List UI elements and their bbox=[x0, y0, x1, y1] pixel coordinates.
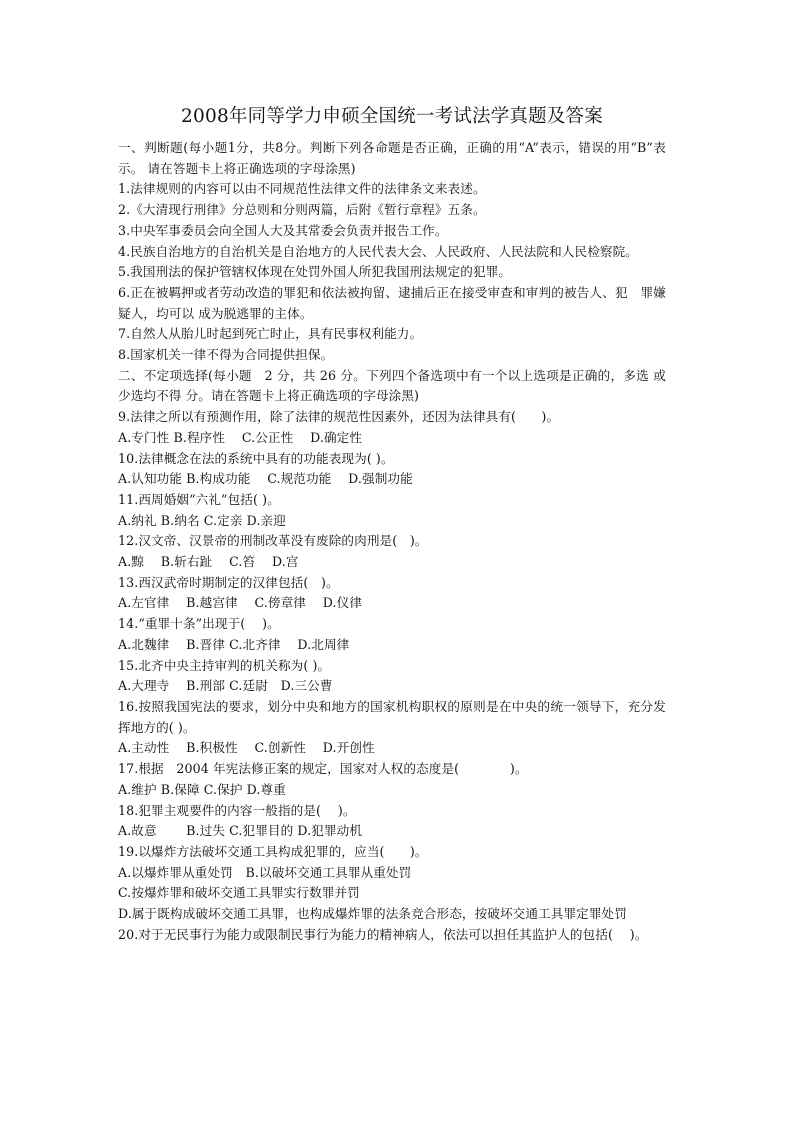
question-4: 4.民族自治地方的自治机关是自治地方的人民代表大会、人民政府、人民法院和人民检察院。 bbox=[118, 243, 638, 259]
question-12-options: A.黥 B.斩右趾 C.笞 D.宫 bbox=[118, 554, 299, 570]
question-15-options: A.大理寺 B.刑部 C.廷尉 D.三公曹 bbox=[118, 678, 333, 694]
question-12: 12.汉文帝、汉景帝的刑制改革没有废除的肉刑是( )。 bbox=[118, 533, 428, 549]
question-17-options: A.维护 B.保障 C.保护 D.尊重 bbox=[118, 781, 286, 797]
question-18: 18.犯罪主观要件的内容一般指的是( )。 bbox=[118, 802, 356, 818]
question-5: 5.我国刑法的保护管辖权体现在处罚外国人所犯我国刑法规定的犯罪。 bbox=[118, 264, 512, 280]
question-20: 20.对于无民事行为能力或限制民事行为能力的精神病人，依法可以担任其监护人的包括( )。 bbox=[118, 926, 648, 942]
question-9-options: A.专门性 B.程序性 C.公正性 D.确定性 bbox=[118, 429, 363, 445]
question-13-options: A.左官律 B.越宫律 C.傍章律 D.仪律 bbox=[118, 595, 363, 611]
question-14: 14.“重罪十条”出现于( )。 bbox=[118, 616, 280, 632]
question-18-options: A.故意 B.过失 C.犯罪目的 D.犯罪动机 bbox=[118, 823, 363, 839]
question-11: 11.西周婚姻“六礼”包括( )。 bbox=[118, 491, 280, 507]
document-page bbox=[118, 104, 666, 945]
question-1: 1.法律规则的内容可以由不同规范性法律文件的法律条文来表述。 bbox=[118, 181, 486, 197]
question-19-option-ab: A.以爆炸罪从重处罚 B.以破坏交通工具罪从重处罚 bbox=[118, 864, 412, 880]
section-1-heading: 一、判断题(每小题1分，共8分。判断下列各命题是否正确，正确的用“A”表示，错误的用“B”表示。 请在答题卡上将正确选项的字母涂黑) bbox=[118, 140, 666, 176]
question-19-option-c: C.按爆炸罪和破坏交通工具罪实行数罪并罚 bbox=[118, 885, 360, 901]
question-7: 7.自然人从胎儿时起到死亡时止，具有民事权利能力。 bbox=[118, 326, 423, 342]
question-8: 8.国家机关一律不得为合同提供担保。 bbox=[118, 347, 334, 363]
question-17: 17.根据 2004 年宪法修正案的规定，国家对人权的态度是( )。 bbox=[118, 761, 528, 777]
question-14-options: A.北魏律 B.晋律 C.北齐律 D.北周律 bbox=[118, 636, 350, 652]
question-13: 13.西汉武帝时期制定的汉律包括( )。 bbox=[118, 574, 339, 590]
question-10: 10.法律概念在法的系统中具有的功能表现为( )。 bbox=[118, 450, 394, 466]
question-6: 6.正在被羁押或者劳动改造的罪犯和依法被拘留、逮捕后正在接受审查和审判的被告人、犯 罪嫌疑人，均可以 成为脱逃罪的主体。 bbox=[118, 284, 666, 321]
document-title: 2008年同等学力申硕全国统一考试法学真题及答案 bbox=[181, 106, 603, 127]
question-16: 16.按照我国宪法的要求，划分中央和地方的国家机构职权的原则是在中央的统一领导下，充分发挥地方的( )。 bbox=[118, 698, 666, 735]
question-11-options: A.纳礼 B.纳名 C.定亲 D.亲迎 bbox=[118, 512, 286, 528]
question-15: 15.北齐中央主持审判的机关称为( )。 bbox=[118, 657, 331, 673]
question-19: 19.以爆炸方法破坏交通工具构成犯罪的，应当( )。 bbox=[118, 843, 428, 859]
question-10-options: A.认知功能 B.构成功能 C.规范功能 D.强制功能 bbox=[118, 471, 413, 487]
section-2-heading: 二、不定项选择(每小题 2 分，共 26 分。下列四个备选项中有一个以上选项是正确的，多选 或少选均不得 分。请在答题卡上将正确选项的字母涂黑) bbox=[118, 367, 666, 404]
question-19-option-d: D.属于既构成破坏交通工具罪，也构成爆炸罪的法条竞合形态，按破坏交通工具罪定罪处罚 bbox=[118, 906, 627, 922]
question-2: 2.《大清现行刑律》分总则和分则两篇，后附《暂行章程》五条。 bbox=[118, 202, 486, 218]
question-3: 3.中央军事委员会向全国人大及其常委会负责并报告工作。 bbox=[118, 222, 448, 238]
question-16-options: A.主动性 B.积极性 C.创新性 D.开创性 bbox=[118, 740, 375, 756]
question-9: 9.法律之所以有预测作用，除了法律的规范性因素外，还因为法律具有( )。 bbox=[118, 409, 560, 425]
